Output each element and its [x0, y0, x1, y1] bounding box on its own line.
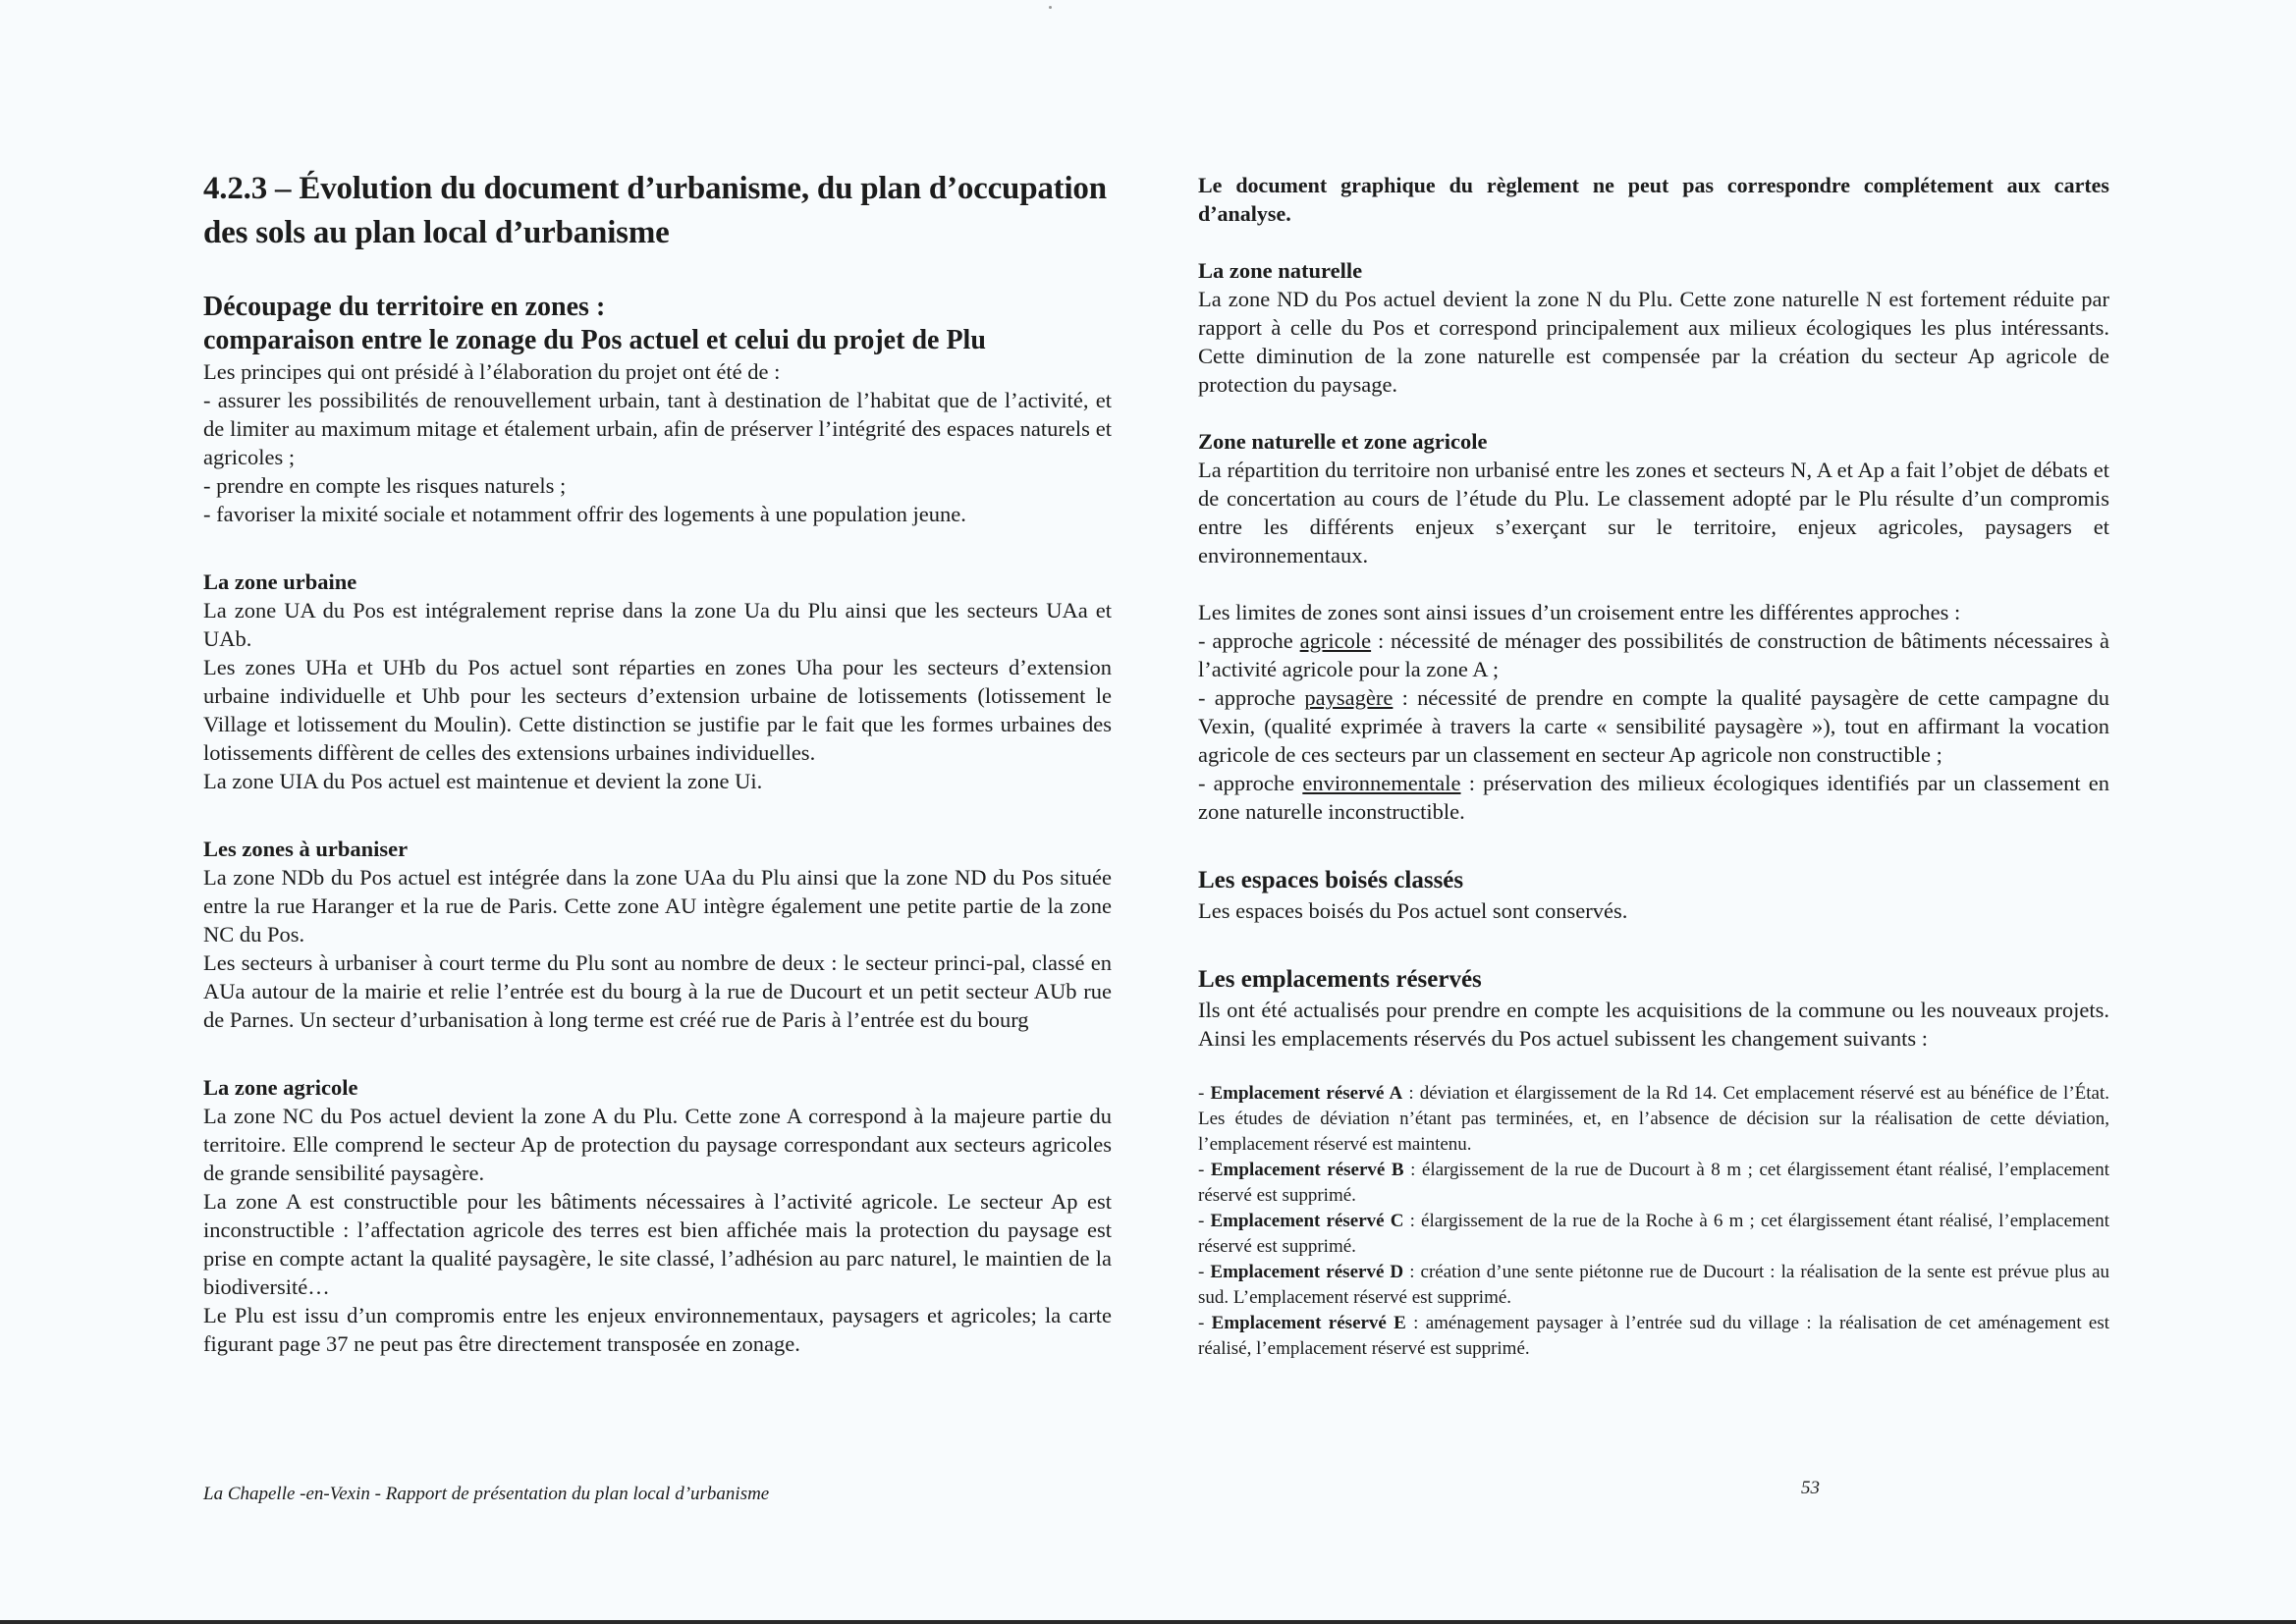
emplacement-text: : élargissement de la rue de Ducourt à 8 m ; cet élargissement étant réalisé, l’emplacement réservé est supprimé. — [1198, 1160, 2109, 1206]
approach-text: : préservation des milieux écologiques identifiés par un classement en zone naturelle inconstructible. — [1198, 771, 2109, 824]
approach-text: : nécessité de prendre en compte la qualité paysagère de cette campagne du Vexin, (qualité exprimée à travers la carte « sensibilité paysagère »), tout en affirmant la vocation agricole de ces secteurs par un classement en secteur Ap agricole non constructible ; — [1198, 685, 2109, 767]
paragraph: La zone NDb du Pos actuel est intégrée dans la zone UAa du Plu ainsi que la zone ND du Pos située entre la rue Haranger et la rue de Paris. Cette zone AU intègre également une petite partie de la zone NC du Pos. — [203, 865, 1112, 947]
heading-zone-naturelle: La zone naturelle — [1198, 258, 1363, 283]
heading-zones-a-urbaniser: Les zones à urbaniser — [203, 837, 409, 861]
paragraph: La zone ND du Pos actuel devient la zone N du Plu. Cette zone naturelle N est fortement réduite par rapport à celle du Pos et correspond principalement aux milieux écologiques les plus intéressants. Cette diminution de la zone naturelle est compensée par la création du secteur Ap agricole de protection du paysage. — [1198, 287, 2109, 397]
emplacement-item: - Emplacement réservé A : déviation et élargissement de la Rd 14. Cet emplacement réservé est au bénéfice de l’État. Les études de déviation n’étant pas terminées, et, en l’absence de décision sur la réalisation de cette déviation, l’emplacement réservé est maintenu. — [1198, 1083, 2109, 1155]
emplacements-list — [1198, 1081, 2109, 1362]
approach-item — [1198, 769, 2109, 826]
paragraph: Les espaces boisés du Pos actuel sont conservés. — [1198, 898, 1628, 923]
emplacement-item: - Emplacement réservé B : élargissement de la rue de Ducourt à 8 m ; cet élargissement étant réalisé, l’emplacement réservé est supprimé. — [1198, 1160, 2109, 1206]
emplacement-item: - Emplacement réservé E : aménagement paysager à l’entrée sud du village : la réalisation de cet aménagement est réalisé, l’emplacement réservé est supprimé. — [1198, 1313, 2110, 1359]
intro-bullet: - favoriser la mixité sociale et notamment offrir des logements à une population jeune. — [203, 502, 966, 526]
paragraph: La répartition du territoire non urbanisé entre les zones et secteurs N, A et Ap a fait l’objet de débats et de concertation au cours de l’étude du Plu. Le classement adopté par le Plu résulte d’un compromis entre les différents enjeux s’exerçant sur le territoire, enjeux agricoles, paysagers et environnementaux. — [1198, 458, 2109, 568]
intro-bullet: - assurer les possibilités de renouvellement urbain, tant à destination de l’habitat que de l’activité, et de limiter au maximum mitage et étalement urbain, afin de préserver l’intégrité des espaces naturels et agricoles ; — [203, 388, 1112, 469]
heading-espaces-boises: Les espaces boisés classés — [1198, 867, 1464, 893]
heading-zone-urbaine: La zone urbaine — [203, 569, 357, 594]
scan-speck — [1049, 6, 1052, 9]
paragraph: Le Plu est issu d’un compromis entre les enjeux environnementaux, paysagers et agricoles; la carte figurant page 37 ne peut pas être directement transposée en zonage. — [203, 1303, 1112, 1356]
paragraph: La zone UA du Pos est intégralement reprise dans la zone Ua du Plu ainsi que les secteurs UAa et UAb. — [203, 598, 1112, 651]
emplacement-item: - Emplacement réservé D : création d’une sente piétonne rue de Ducourt : la réalisation de la sente est prévue plus au sud. L’emplacement réservé est supprimé. — [1198, 1262, 2110, 1308]
paragraph: La zone UIA du Pos actuel est maintenue et devient la zone Ui. — [203, 769, 763, 793]
emplacement-label: Emplacement réservé D — [1210, 1262, 1404, 1282]
scan-edge — [0, 1620, 2296, 1624]
right-column — [1198, 171, 2109, 1362]
approach-item — [1198, 683, 2109, 769]
paragraph: La zone A est constructible pour les bâtiments nécessaires à l’activité agricole. Le secteur Ap est inconstructible : l’affectation agricole des terres est bien affichée mais la protection du paysage est prise en compte actant la qualité paysagère, le site classé, l’adhésion au parc naturel, le maintien de la biodiversité… — [203, 1189, 1112, 1299]
approach-term: environnementale — [1302, 771, 1461, 795]
approach-term: agricole — [1299, 628, 1372, 653]
emplacement-label: Emplacement réservé E — [1211, 1313, 1406, 1333]
emplacement-label: Emplacement réservé B — [1210, 1160, 1404, 1180]
paragraph: La zone NC du Pos actuel devient la zone A du Plu. Cette zone A correspond à la majeure partie du territoire. Elle comprend le secteur Ap de protection du paysage correspondant aux secteurs agricoles de grande sensibilité paysagère. — [203, 1104, 1112, 1185]
paragraph: Ils ont été actualisés pour prendre en compte les acquisitions de la commune ou les nouveaux projets. Ainsi les emplacements réservés du Pos actuel subissent les changement suivants : — [1198, 998, 2109, 1051]
emplacement-item: - Emplacement réservé C : élargissement de la rue de la Roche à 6 m ; cet élargissement étant réalisé, l’emplacement réservé est supprimé. — [1198, 1211, 2109, 1257]
heading-zone-agricole: La zone agricole — [203, 1075, 358, 1100]
subtitle-line1: Découpage du territoire en zones : — [203, 292, 606, 322]
subtitle-line2: comparaison entre le zonage du Pos actuel et celui du projet de Plu — [203, 325, 986, 355]
heading-zone-naturelle-agricole: Zone naturelle et zone agricole — [1198, 429, 1488, 454]
emplacement-text: : élargissement de la rue de la Roche à 6 m ; cet élargissement étant réalisé, l’emplacement réservé est supprimé. — [1198, 1211, 2109, 1257]
approach-prefix: - approche — [1198, 771, 1303, 795]
approach-text: : nécessité de ménager des possibilités de construction de bâtiments nécessaires à l’activité agricole pour la zone A ; — [1198, 628, 2109, 681]
paragraph: Les zones UHa et UHb du Pos actuel sont réparties en zones Uha pour les secteurs d’extension urbaine individuelle et Uhb pour les secteurs d’extension urbaine de lotissements (lotissement le Village et lotissement du Moulin). Cette distinction se justifie par le fait que les formes urbaines des lotissements diffèrent de celles des extensions urbaines individuelles. — [203, 655, 1112, 765]
section-title: 4.2.3 – Évolution du document d’urbanisme, du plan d’occupation des sols au plan local d’urbanisme — [203, 171, 1107, 250]
approach-prefix: - approche — [1198, 685, 1305, 710]
approach-prefix: - approche — [1198, 628, 1300, 653]
approach-term: paysagère — [1304, 685, 1394, 710]
approach-item — [1198, 626, 2109, 683]
emplacement-text: : création d’une sente piétonne rue de Ducourt : la réalisation de la sente est prévue plus au sud. L’emplacement réservé est supprimé. — [1198, 1262, 2110, 1308]
emplacement-text: : déviation et élargissement de la Rd 14. Cet emplacement réservé est au bénéfice de l’État. Les études de déviation n’étant pas terminées, et, en l’absence de décision sur la réalisation de cette déviation, l’emplacement réservé est maintenu. — [1198, 1083, 2109, 1155]
limites-intro: Les limites de zones sont ainsi issues d’un croisement entre les différentes approches : — [1198, 600, 1961, 624]
footer-document-title: La Chapelle -en-Vexin - Rapport de présentation du plan local d’urbanisme — [203, 1484, 770, 1504]
emplacement-text: : aménagement paysager à l’entrée sud du village : la réalisation de cet aménagement est réalisé, l’emplacement réservé est supprimé. — [1198, 1313, 2110, 1359]
emplacement-label: Emplacement réservé A — [1210, 1083, 1403, 1104]
emplacement-label: Emplacement réservé C — [1210, 1211, 1404, 1231]
lead-statement: Le document graphique du règlement ne peut pas correspondre complétement aux cartes d’analyse. — [1198, 173, 2109, 226]
heading-emplacements-reserves: Les emplacements réservés — [1198, 966, 1482, 993]
left-column — [203, 167, 1112, 1358]
intro-bullet: - prendre en compte les risques naturels ; — [203, 473, 567, 498]
page-number: 53 — [1801, 1478, 1820, 1498]
intro-line: Les principes qui ont présidé à l’élaboration du projet ont été de : — [203, 359, 781, 384]
paragraph: Les secteurs à urbaniser à court terme du Plu sont au nombre de deux : le secteur princi-pal, classé en AUa autour de la mairie et relie l’entrée est du bourg à la rue de Ducourt et un petit secteur AUb rue de Parnes. Un secteur d’urbanisation à long terme est créé rue de Paris à l’entrée est du bourg — [203, 950, 1112, 1032]
